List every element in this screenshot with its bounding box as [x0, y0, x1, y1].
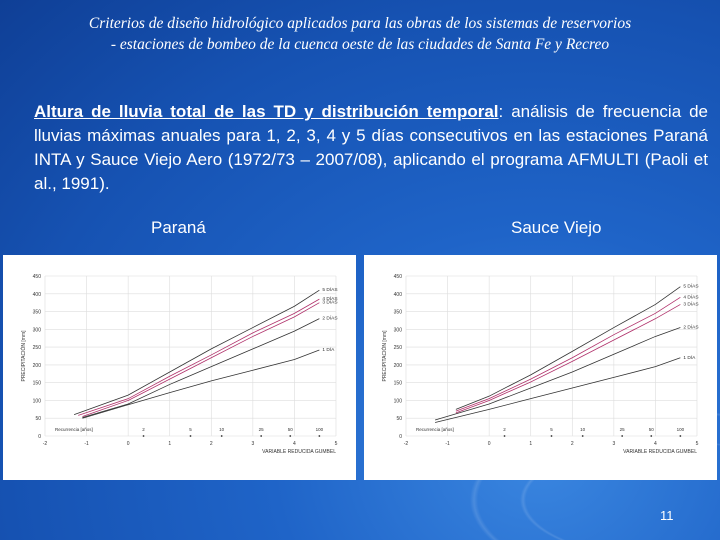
recurrence-value: 50	[287, 426, 293, 432]
y-tick-label: 0	[399, 434, 402, 440]
x-tick-label: 1	[168, 441, 172, 447]
recurrence-marker	[318, 435, 320, 437]
recurrence-value: 10	[580, 426, 586, 432]
recurrence-marker	[551, 435, 553, 437]
x-tick-label: 0	[126, 441, 130, 447]
y-tick-label: 100	[32, 398, 41, 405]
y-tick-label: 200	[32, 362, 41, 369]
x-tick-label: 3	[612, 441, 616, 447]
y-tick-label: 350	[393, 309, 402, 316]
recurrence-value: 50	[648, 426, 654, 432]
recurrence-value: 25	[619, 426, 625, 432]
series-label: 4 DÍAS	[683, 295, 699, 301]
chart-sauce-viejo	[364, 255, 717, 480]
recurrence-value: 25	[258, 426, 264, 432]
x-tick-label: 5	[695, 441, 699, 447]
recurrence-label: Recurrencia [años]	[55, 426, 93, 432]
x-tick-label: -1	[84, 441, 89, 447]
x-tick-label: 3	[251, 441, 255, 447]
slide-title	[0, 13, 720, 55]
recurrence-marker	[650, 435, 652, 437]
recurrence-marker	[289, 435, 291, 437]
chart-parana	[3, 255, 356, 480]
y-axis-title: PRECIPITACIÓN [mm]	[382, 330, 388, 382]
y-tick-label: 50	[35, 416, 41, 423]
y-tick-label: 400	[32, 291, 41, 298]
body-paragraph	[34, 100, 708, 196]
series-label: 3 DÍAS	[322, 300, 338, 306]
y-tick-label: 150	[32, 380, 41, 387]
y-tick-label: 450	[32, 274, 41, 280]
recurrence-value: 5	[189, 426, 192, 432]
recurrence-marker	[221, 435, 223, 437]
series-label: 2 DÍAS	[683, 325, 699, 331]
series-line-3-días	[456, 304, 680, 412]
series-line-5-días	[74, 290, 319, 414]
x-tick-label: 2	[570, 441, 574, 447]
recurrence-marker	[190, 435, 192, 437]
y-tick-label: 250	[393, 345, 402, 352]
series-line-5-días	[456, 287, 680, 410]
x-tick-label: 1	[529, 441, 533, 447]
y-tick-label: 50	[396, 416, 402, 423]
series-label: 2 DÍAS	[322, 316, 338, 322]
series-line-3-días	[82, 303, 319, 417]
recurrence-value: 100	[315, 426, 324, 432]
y-tick-label: 250	[32, 345, 41, 352]
series-label: 4 DÍAS	[322, 297, 338, 303]
title-line-2: - estaciones de bombeo de la cuenca oeste de las ciudades de Santa Fe y Recreo	[110, 36, 610, 53]
y-tick-label: 150	[393, 380, 402, 387]
recurrence-label: Recurrencia [años]	[416, 426, 454, 432]
series-line-4-días	[456, 297, 680, 411]
label-sauce-viejo: Sauce Viejo	[511, 218, 602, 237]
y-tick-label: 0	[38, 434, 41, 440]
series-label: 1 DÍA	[322, 347, 335, 353]
series-label: 5 DÍAS	[683, 284, 699, 290]
x-tick-label: -2	[42, 441, 48, 447]
recurrence-value: 2	[503, 426, 506, 432]
recurrence-marker	[143, 435, 145, 437]
body-heading: Altura de lluvia total de las TD y distribución temporal	[34, 102, 499, 121]
y-tick-label: 450	[393, 274, 402, 280]
page-number: 11	[660, 508, 674, 523]
x-tick-label: 2	[209, 441, 213, 447]
series-label: 3 DÍAS	[683, 302, 699, 308]
y-tick-label: 300	[32, 327, 41, 334]
x-tick-label: 5	[334, 441, 338, 447]
body-text: : análisis de frecuencia de lluvias máximas anuales para 1, 2, 3, 4 y 5 días consecutivos en las estaciones Paraná INTA y Sauce Viejo Aero (1972/73 – 2007/08), aplicando el programa AFMULTI (Paoli et al., 1991).	[34, 102, 709, 193]
y-tick-label: 350	[32, 309, 41, 316]
recurrence-value: 5	[550, 426, 553, 432]
recurrence-value: 10	[219, 426, 225, 432]
recurrence-marker	[679, 435, 681, 437]
title-line-1: Criterios de diseño hidrológico aplicados para las obras de los sistemas de reservorios	[88, 15, 632, 32]
y-tick-label: 200	[393, 362, 402, 369]
series-line-2-días	[82, 319, 319, 418]
x-tick-label: 0	[487, 441, 491, 447]
y-tick-label: 100	[393, 398, 402, 405]
x-axis-title: VARIABLE REDUCIDA GUMBEL	[262, 449, 336, 455]
x-tick-label: 4	[654, 441, 657, 447]
label-parana: Paraná	[151, 218, 206, 237]
series-line-1-día	[435, 358, 680, 423]
series-line-4-días	[78, 299, 319, 415]
recurrence-value: 100	[676, 426, 685, 432]
y-axis-title: PRECIPITACIÓN [mm]	[21, 330, 27, 382]
recurrence-marker	[260, 435, 262, 437]
series-label: 1 DÍA	[683, 355, 696, 361]
x-axis-title: VARIABLE REDUCIDA GUMBEL	[623, 449, 697, 455]
y-tick-label: 300	[393, 327, 402, 334]
recurrence-value: 2	[142, 426, 145, 432]
recurrence-marker	[504, 435, 506, 437]
series-line-2-días	[435, 328, 680, 420]
recurrence-marker	[621, 435, 623, 437]
recurrence-marker	[582, 435, 584, 437]
x-tick-label: -2	[403, 441, 409, 447]
series-label: 5 DÍAS	[322, 288, 338, 294]
y-tick-label: 400	[393, 291, 402, 298]
x-tick-label: 4	[293, 441, 296, 447]
x-tick-label: -1	[445, 441, 450, 447]
